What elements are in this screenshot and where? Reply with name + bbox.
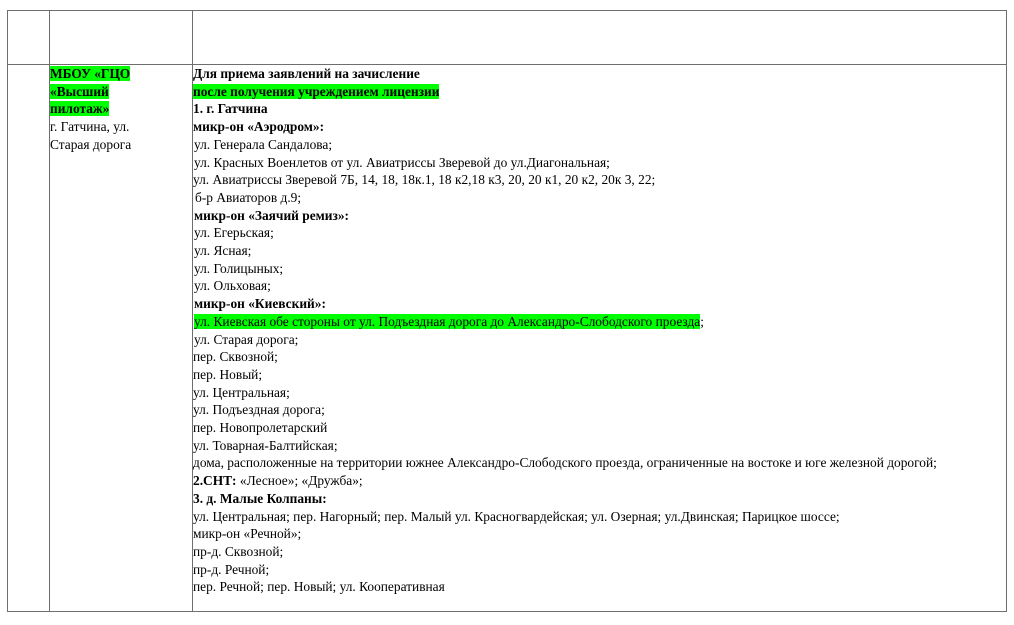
street-item: микр-он «Речной»; (193, 526, 302, 542)
street-item: пр-д. Сквозной; (193, 543, 284, 559)
table-cell-institution (50, 11, 193, 65)
street-item: ул. Старая дорога; (194, 331, 299, 347)
street-item: пер. Новопролетарский (193, 420, 328, 436)
street-item: пер. Сквозной; (193, 349, 278, 365)
snt-label: 2.СНТ: (193, 473, 237, 489)
admission-table (7, 10, 1007, 612)
snt-text: «Лесное»; «Дружба»; (236, 473, 363, 489)
district-title: микр-он «Заячий ремиз»: (194, 207, 350, 223)
street-item: ул. Егерьская; (194, 225, 274, 241)
institution-name-line: пилотаж» (50, 101, 110, 117)
rules-cell (193, 65, 1007, 612)
district-title: микр-он «Аэродром»: (193, 119, 325, 135)
street-item: б-р Авиаторов д.9; (195, 189, 302, 205)
section-title: 3. д. Малые Колпаны: (193, 490, 327, 506)
street-item: ул. Центральная; пер. Нагорный; пер. Малый ул. Красногвардейская; ул. Озерная; ул.Двинская; Парицкое шоссе; (193, 508, 840, 524)
rules-header-highlight: после получения учреждением лицензии (193, 83, 440, 99)
street-item: ул. Генерала Сандалова; (194, 136, 333, 152)
table-cell-number (8, 11, 50, 65)
street-item: ул. Подъездная дорога; (193, 402, 325, 418)
street-item: ул. Красных Военлетов от ул. Авиатриссы Зверевой до ул.Диагональная; (194, 154, 610, 170)
street-item: ул. Центральная; (193, 384, 290, 400)
street-item: ул. Ясная; (194, 243, 252, 259)
table-cell-number (8, 65, 50, 612)
table-cell-rules (193, 11, 1007, 65)
street-item: ул. Авиатриссы Зверевой 7Б, 14, 18, 18к.1, 18 к2,18 к3, 20, 20 к1, 20 к2, 20к 3, 22; (193, 172, 656, 188)
institution-cell (50, 65, 193, 612)
district-title: микр-он «Киевский»: (194, 296, 326, 312)
street-item-suffix: ; (700, 313, 704, 329)
street-item: пр-д. Речной; (193, 561, 270, 577)
table-row (8, 11, 1007, 65)
street-item: пер. Речной; пер. Новый; ул. Кооперативная (193, 579, 445, 595)
street-item: ул. Товарная-Балтийская; (193, 437, 338, 453)
institution-name-line: «Высший (50, 83, 109, 99)
rules-header: Для приема заявлений на зачисление (193, 66, 420, 81)
table-row (8, 65, 1007, 612)
street-item: ул. Ольховая; (194, 278, 271, 294)
houses-description: дома, расположенные на территории южнее Александро-Слободского проезда, ограниченные на востоке и юге железной дорогой; (193, 455, 937, 471)
section-title: 1. г. Гатчина (193, 101, 268, 117)
institution-address-line: Старая дорога (50, 136, 132, 152)
institution-name-line: МБОУ «ГЦО (50, 66, 131, 81)
street-item: пер. Новый; (193, 366, 263, 382)
street-item: ул. Голицыных; (194, 260, 284, 276)
institution-address-line: г. Гатчина, ул. (50, 119, 130, 135)
street-item-highlight: ул. Киевская обе стороны от ул. Подъездная дорога до Александро-Слободского проезда (194, 313, 701, 329)
